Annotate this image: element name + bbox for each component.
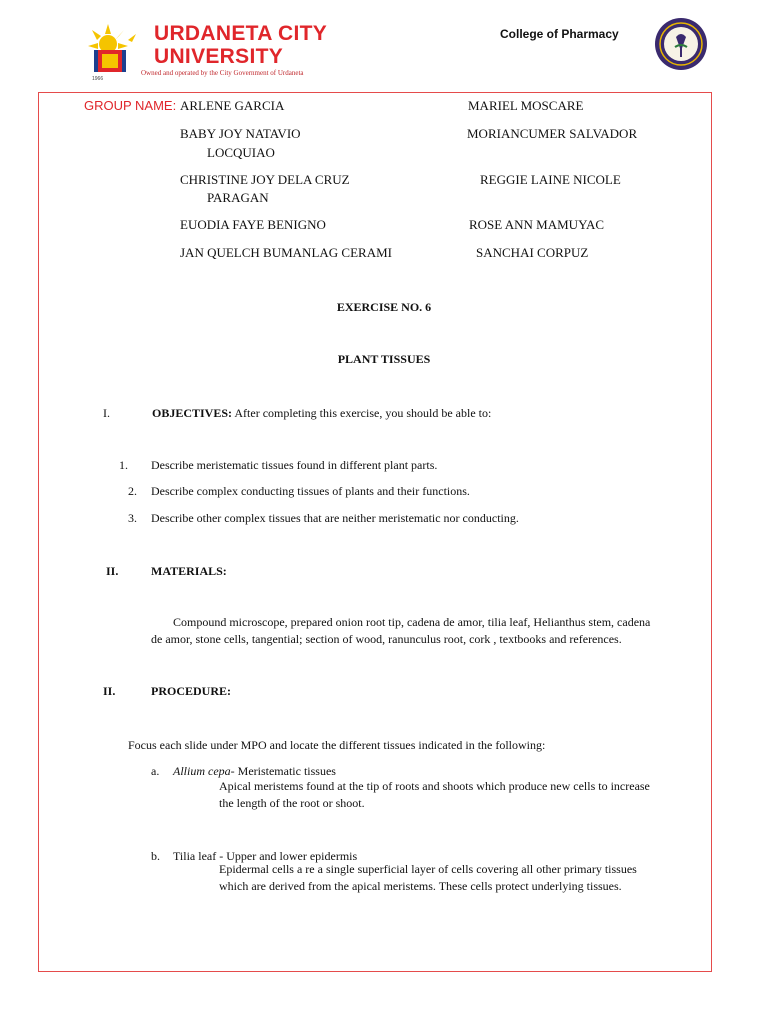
college-seal [654, 17, 708, 71]
objective-number: 2. [128, 484, 137, 498]
procedure-heading: PROCEDURE: [151, 684, 231, 698]
member-name: JAN QUELCH BUMANLAG CERAMI [180, 245, 392, 260]
college-name: College of Pharmacy [500, 27, 619, 41]
procedure-item-title-italic: Allium cepa [173, 764, 231, 778]
materials-text-line2: de amor, stone cells, tangential; section of wood, ranunculus root, cork , textbooks and references. [151, 632, 622, 646]
member-name: MARIEL MOSCARE [468, 98, 584, 113]
procedure-item-text-line1: Apical meristems found at the tip of roots and shoots which produce new cells to increase [219, 779, 650, 793]
exercise-number: EXERCISE NO. 6 [336, 300, 432, 314]
logo-year: 1966 [92, 76, 104, 82]
university-name-line1: URDANETA CITY [154, 22, 328, 45]
procedure-intro: Focus each slide under MPO and locate the different tissues indicated in the following: [128, 738, 546, 752]
procedure-item-text-line2: which are derived from the apical meristems. These cells protect underlying tissues. [219, 879, 622, 893]
group-name-label: GROUP NAME: [84, 98, 177, 113]
objective-text: Describe other complex tissues that are neither meristematic nor conducting. [151, 511, 519, 525]
member-name: MORIANCUMER SALVADOR [467, 126, 638, 141]
procedure-numeral: II. [103, 684, 116, 698]
procedure-item-title-rest: - Meristematic tissues [230, 764, 336, 778]
materials-numeral: II. [106, 564, 119, 578]
member-name: CHRISTINE JOY DELA CRUZ [180, 172, 350, 187]
objective-text: Describe complex conducting tissues of plants and their functions. [151, 484, 470, 498]
procedure-item-text-line1: Epidermal cells a re a single superficial layer of cells covering all other primary tissues [219, 862, 637, 876]
exercise-title: PLANT TISSUES [337, 352, 431, 366]
member-name: REGGIE LAINE NICOLE [480, 172, 621, 187]
procedure-item-title [173, 764, 336, 779]
member-name: LOCQUIAO [207, 145, 275, 160]
objective-number: 3. [128, 511, 137, 525]
objective-text: Describe meristematic tissues found in different plant parts. [151, 458, 438, 472]
member-name: PARAGAN [207, 190, 269, 205]
member-name: ROSE ANN MAMUYAC [469, 217, 605, 232]
objectives-heading: OBJECTIVES: [152, 406, 233, 420]
materials-heading: MATERIALS: [151, 564, 227, 578]
university-tagline: Owned and operated by the City Government of Urdaneta [141, 69, 304, 77]
procedure-item-text-line2: the length of the root or shoot. [219, 796, 365, 810]
objective-number: 1. [119, 458, 128, 472]
member-name: BABY JOY NATAVIO [180, 126, 301, 141]
procedure-item-title: Tilia leaf - Upper and lower epidermis [173, 849, 358, 863]
member-name: ARLENE GARCIA [180, 98, 285, 113]
objectives-numeral: I. [103, 406, 110, 420]
materials-text-line1: Compound microscope, prepared onion root tip, cadena de amor, tilia leaf, Helianthus stem, cadena [173, 615, 651, 629]
objectives-intro: After completing this exercise, you should be able to: [234, 406, 492, 420]
content-frame [38, 92, 712, 972]
procedure-item-letter: b. [151, 849, 160, 863]
member-name: EUODIA FAYE BENIGNO [180, 217, 326, 232]
objectives-line [152, 406, 491, 421]
member-name: SANCHAI CORPUZ [476, 245, 589, 260]
university-name-line2: UNIVERSITY [154, 45, 284, 68]
procedure-item-letter: a. [151, 764, 160, 778]
